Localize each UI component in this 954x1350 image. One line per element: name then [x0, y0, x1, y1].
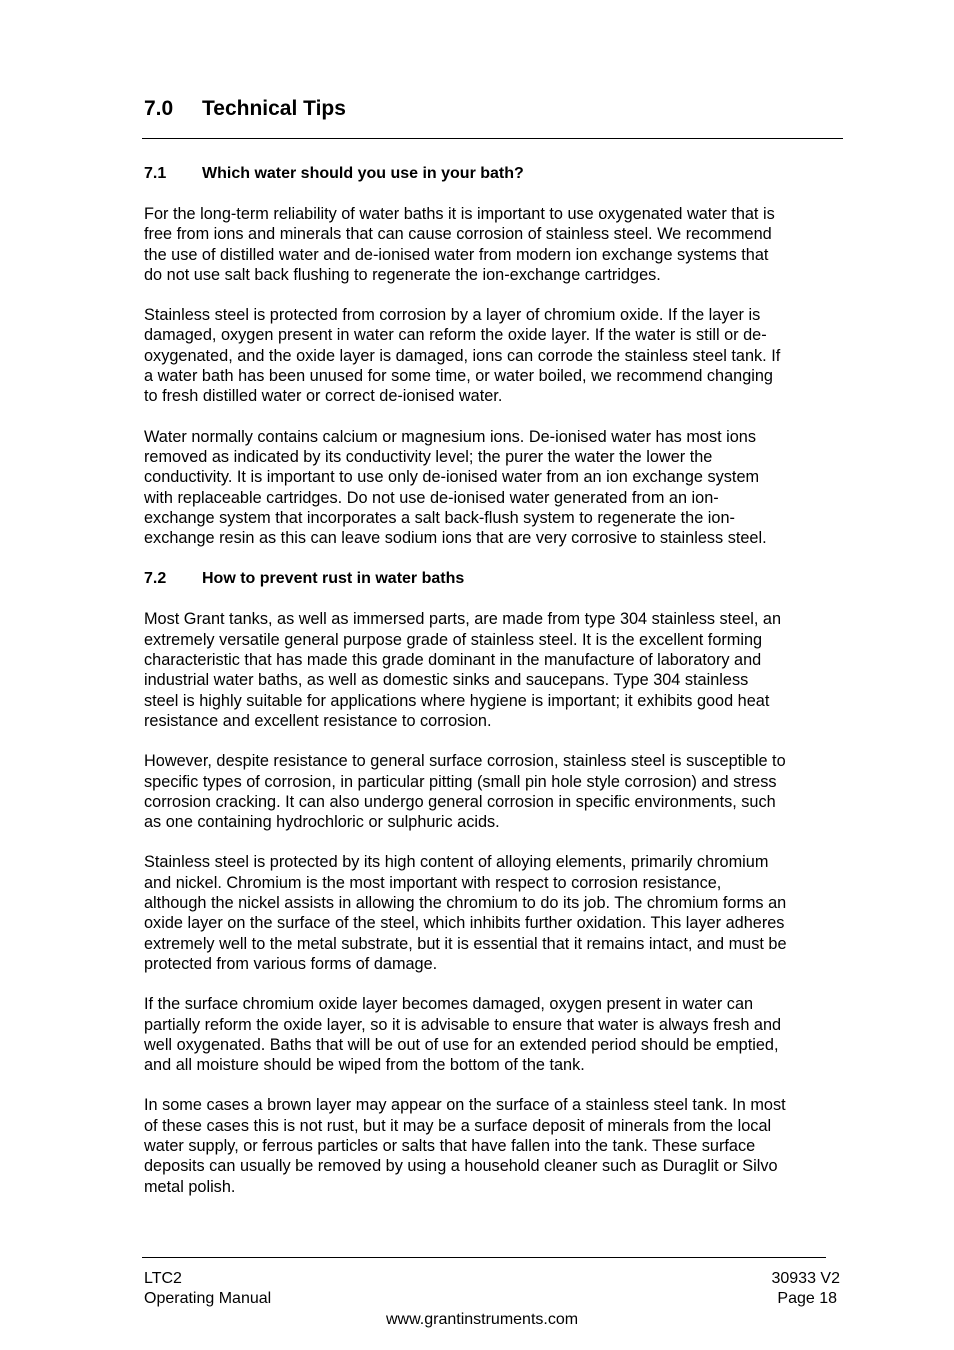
paragraph-line: water supply, or ferrous particles or salts that have fallen into the tank. These surface: [144, 1136, 756, 1155]
paragraph-line: industrial water baths, as well as domestic sinks and saucepans. Type 304 stainless: [144, 671, 749, 690]
footer-website: www.grantinstruments.com: [386, 1311, 579, 1328]
section-number: 7.1: [144, 165, 167, 182]
paragraph-line: characteristic that has made this grade dominant in the manufacture of laboratory and: [144, 651, 762, 670]
paragraph-line: partially reform the oxide layer, so it is advisable to ensure that water is always fresh and: [144, 1015, 782, 1034]
paragraph-line: Stainless steel is protected from corrosion by a layer of chromium oxide. If the layer is: [144, 306, 761, 325]
paragraph-line: the use of distilled water and de-ionised water from modern ion exchange systems that: [144, 245, 769, 264]
paragraph-line: a water bath has been unused for some time, or water boiled, we recommend changing: [144, 367, 773, 386]
paragraph-line: Stainless steel is protected by its high content of alloying elements, primarily chromium: [144, 853, 769, 872]
paragraph: [144, 994, 844, 1075]
paragraph: [144, 1095, 844, 1196]
paragraph: [144, 427, 844, 549]
paragraph-line: extremely versatile general purpose grade of stainless steel. It is the excellent forming: [144, 630, 763, 649]
section-heading: [144, 568, 844, 590]
paragraph-line: to fresh distilled water or correct de-ionised water.: [144, 387, 503, 406]
paragraph-line: although the nickel assists in allowing the chromium to do its job. The chromium forms an: [144, 894, 787, 913]
paragraph-line: exchange system that incorporates a salt back-flush system to regenerate the ion-: [144, 508, 735, 527]
footer-page-number: Page 18: [777, 1290, 837, 1307]
paragraph-line: exchange resin as this can leave sodium ions that are very corrosive to stainless steel.: [144, 529, 767, 548]
paragraph-line: metal polish.: [144, 1177, 236, 1196]
page-title-text: Technical Tips: [202, 97, 346, 120]
paragraph-line: do not use salt back flushing to regenerate the ion-exchange cartridges.: [144, 265, 661, 284]
paragraph-line: extremely well to the metal substrate, but it is essential that it remains intact, and must be: [144, 934, 787, 953]
paragraph-line: steel is highly suitable for applications where hygiene is important; it exhibits good heat: [144, 691, 770, 710]
section-title: How to prevent rust in water baths: [202, 570, 465, 588]
paragraph: [144, 852, 844, 974]
paragraph-line: of these cases this is not rust, but it may be a surface deposit of minerals from the local: [144, 1116, 772, 1135]
paragraph-line: If the surface chromium oxide layer becomes damaged, oxygen present in water can: [144, 995, 754, 1014]
section-title: Which water should you use in your bath?: [202, 165, 524, 182]
paragraph: [144, 609, 844, 731]
section-heading: [144, 163, 844, 185]
footer-product: LTC2: [144, 1270, 182, 1287]
paragraph-line: deposits can usually be removed by using a household cleaner such as Duraglit or Silvo: [144, 1157, 778, 1176]
paragraph-line: Water normally contains calcium or magnesium ions. De-ionised water has most ions: [144, 427, 756, 446]
footer-divider: [142, 1257, 826, 1258]
paragraph-line: corrosion cracking. It can also undergo general corrosion in specific environments, such: [144, 792, 776, 811]
paragraph-line: resistance and excellent resistance to corrosion.: [144, 711, 492, 730]
paragraph-line: damaged, oxygen present in water can reform the oxide layer. If the water is still or de-: [144, 326, 767, 345]
paragraph-line: However, despite resistance to general surface corrosion, stainless steel is susceptible to: [144, 752, 786, 771]
section-number: 7.2: [144, 570, 167, 588]
paragraph-line: and nickel. Chromium is the most important with respect to corrosion resistance,: [144, 873, 722, 892]
paragraph-line: Most Grant tanks, as well as immersed parts, are made from type 304 stainless steel, an: [144, 610, 782, 629]
paragraph-line: with replaceable cartridges. Do not use de-ionised water generated from an ion-: [144, 488, 719, 507]
paragraph-line: specific types of corrosion, in particular pitting (small pin hole style corrosion) and stress: [144, 772, 777, 791]
heading-divider: [142, 138, 843, 139]
paragraph-line: For the long-term reliability of water baths it is important to use oxygenated water that is: [144, 205, 775, 223]
paragraph-line: In some cases a brown layer may appear on the surface of a stainless steel tank. In most: [144, 1096, 786, 1115]
paragraph-line: conductivity. It is important to use only de-ionised water from an ion exchange system: [144, 468, 760, 487]
paragraph-line: and all moisture should be wiped from the bottom of the tank.: [144, 1056, 585, 1075]
footer-doc-ref: 30933 V2: [771, 1270, 840, 1287]
paragraph: [144, 204, 844, 285]
page-title-number: 7.0: [144, 97, 174, 120]
paragraph-line: protected from various forms of damage.: [144, 954, 438, 973]
paragraph-line: as one containing hydrochloric or sulphuric acids.: [144, 813, 500, 832]
paragraph-line: oxide layer on the surface of the steel, which inhibits further oxidation. This layer adheres: [144, 914, 785, 933]
paragraph-line: well oxygenated. Baths that will be out of use for an extended period should be emptied,: [144, 1035, 779, 1054]
paragraph-line: oxygenated, and the oxide layer is damaged, ions can corrode the stainless steel tank. If: [144, 346, 781, 365]
paragraph: [144, 751, 844, 832]
paragraph-line: free from ions and minerals that can cause corrosion of stainless steel. We recommend: [144, 225, 772, 244]
page-title: [144, 97, 346, 121]
paragraph: [144, 305, 844, 406]
document-body: [144, 163, 844, 1217]
footer-doc-type: Operating Manual: [144, 1290, 272, 1307]
paragraph-line: removed as indicated by its conductivity level; the purer the water the lower the: [144, 447, 713, 466]
